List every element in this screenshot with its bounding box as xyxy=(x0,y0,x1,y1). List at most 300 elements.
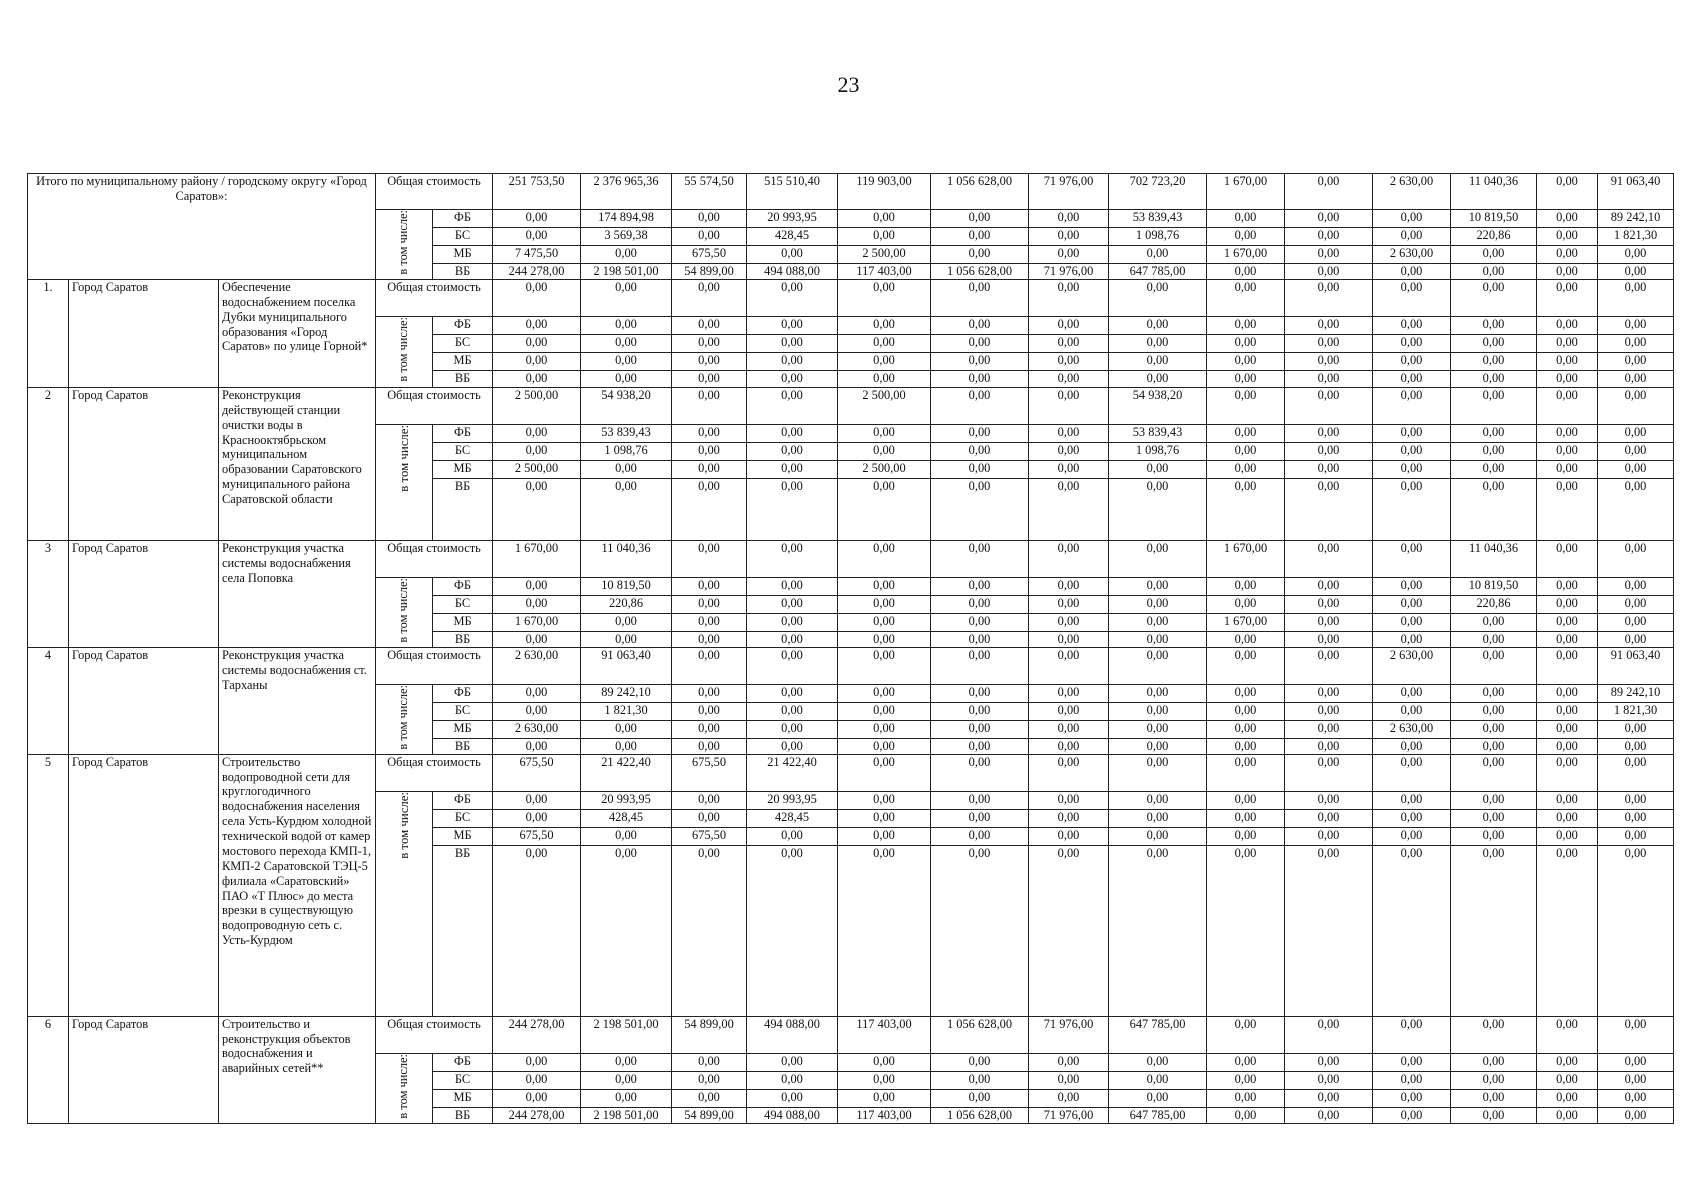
amount-cell: 2 500,00 xyxy=(493,387,581,424)
amount-cell: 20 993,95 xyxy=(747,210,838,228)
amount-cell: 0,00 xyxy=(1537,460,1598,478)
amount-cell: 0,00 xyxy=(1029,595,1109,613)
amount-cell: 0,00 xyxy=(1109,720,1207,738)
amount-cell: 0,00 xyxy=(1207,352,1285,370)
amount-cell: 0,00 xyxy=(1537,1016,1598,1053)
amount-cell: 0,00 xyxy=(1109,684,1207,702)
amount-cell: 0,00 xyxy=(1373,334,1451,352)
amount-cell: 0,00 xyxy=(581,478,672,540)
amount-cell: 0,00 xyxy=(1537,210,1598,228)
amount-cell: 2 630,00 xyxy=(1373,720,1451,738)
amount-cell: 0,00 xyxy=(1373,1071,1451,1089)
amount-cell: 0,00 xyxy=(1109,370,1207,387)
amount-cell: 0,00 xyxy=(1373,370,1451,387)
amount-cell: 0,00 xyxy=(1451,809,1537,827)
amount-cell: 0,00 xyxy=(1207,1071,1285,1089)
amount-cell: 647 785,00 xyxy=(1109,1107,1207,1123)
amount-cell: 0,00 xyxy=(1207,647,1285,684)
funding-source-label: МБ xyxy=(433,460,493,478)
amount-cell: 0,00 xyxy=(581,631,672,647)
amount-cell: 0,00 xyxy=(1373,845,1451,1016)
amount-cell: 0,00 xyxy=(1109,540,1207,577)
municipality-name: Город Саратов xyxy=(69,1016,219,1123)
amount-cell: 0,00 xyxy=(931,827,1029,845)
amount-cell: 0,00 xyxy=(581,827,672,845)
amount-cell: 0,00 xyxy=(1373,754,1451,791)
amount-cell: 1 098,76 xyxy=(1109,228,1207,246)
row-number: 3 xyxy=(28,540,69,647)
amount-cell: 0,00 xyxy=(931,720,1029,738)
amount-cell: 0,00 xyxy=(1029,613,1109,631)
total-cost-label: Общая стоимость xyxy=(376,540,493,577)
amount-cell: 0,00 xyxy=(1598,631,1674,647)
amount-cell: 1 670,00 xyxy=(493,540,581,577)
amount-cell: 0,00 xyxy=(1537,316,1598,334)
amount-cell: 2 630,00 xyxy=(1373,174,1451,210)
amount-cell: 0,00 xyxy=(1373,595,1451,613)
amount-cell: 0,00 xyxy=(1598,279,1674,316)
amount-cell: 0,00 xyxy=(1598,613,1674,631)
amount-cell: 0,00 xyxy=(1537,540,1598,577)
funding-source-label: ФБ xyxy=(433,684,493,702)
amount-cell: 1 670,00 xyxy=(1207,613,1285,631)
amount-cell: 117 403,00 xyxy=(838,1107,931,1123)
amount-cell: 0,00 xyxy=(747,1089,838,1107)
amount-cell: 0,00 xyxy=(1207,702,1285,720)
amount-cell: 0,00 xyxy=(1285,442,1373,460)
amount-cell: 0,00 xyxy=(1598,1071,1674,1089)
project-total-row xyxy=(28,279,1674,316)
amount-cell: 0,00 xyxy=(1598,370,1674,387)
amount-cell: 0,00 xyxy=(747,595,838,613)
amount-cell: 0,00 xyxy=(493,228,581,246)
amount-cell: 0,00 xyxy=(1537,174,1598,210)
amount-cell: 0,00 xyxy=(747,1071,838,1089)
amount-cell: 0,00 xyxy=(672,279,747,316)
funding-source-label: ВБ xyxy=(433,1107,493,1123)
funding-source-label: ВБ xyxy=(433,845,493,1016)
amount-cell: 0,00 xyxy=(1537,647,1598,684)
amount-cell: 0,00 xyxy=(1537,352,1598,370)
amount-cell: 0,00 xyxy=(838,791,931,809)
amount-cell: 0,00 xyxy=(1537,809,1598,827)
amount-cell: 0,00 xyxy=(1285,279,1373,316)
amount-cell: 0,00 xyxy=(1373,540,1451,577)
amount-cell: 2 198 501,00 xyxy=(581,1016,672,1053)
amount-cell: 244 278,00 xyxy=(493,264,581,280)
amount-cell: 0,00 xyxy=(672,647,747,684)
amount-cell: 0,00 xyxy=(838,647,931,684)
amount-cell: 0,00 xyxy=(931,613,1029,631)
amount-cell: 21 422,40 xyxy=(747,754,838,791)
amount-cell: 0,00 xyxy=(581,1053,672,1071)
amount-cell: 0,00 xyxy=(747,352,838,370)
amount-cell: 0,00 xyxy=(1451,352,1537,370)
amount-cell: 647 785,00 xyxy=(1109,264,1207,280)
amount-cell: 0,00 xyxy=(1029,827,1109,845)
amount-cell: 0,00 xyxy=(1029,720,1109,738)
amount-cell: 0,00 xyxy=(838,1089,931,1107)
amount-cell: 0,00 xyxy=(1285,1016,1373,1053)
amount-cell: 3 569,38 xyxy=(581,228,672,246)
amount-cell: 0,00 xyxy=(493,279,581,316)
amount-cell: 117 403,00 xyxy=(838,1016,931,1053)
amount-cell: 0,00 xyxy=(1598,424,1674,442)
amount-cell: 0,00 xyxy=(581,613,672,631)
amount-cell: 0,00 xyxy=(931,845,1029,1016)
amount-cell: 0,00 xyxy=(672,424,747,442)
amount-cell: 0,00 xyxy=(1109,631,1207,647)
amount-cell: 220,86 xyxy=(1451,228,1537,246)
amount-cell: 0,00 xyxy=(838,352,931,370)
amount-cell: 0,00 xyxy=(1373,228,1451,246)
amount-cell: 0,00 xyxy=(1207,827,1285,845)
amount-cell: 2 198 501,00 xyxy=(581,264,672,280)
amount-cell: 0,00 xyxy=(493,478,581,540)
amount-cell: 0,00 xyxy=(838,827,931,845)
amount-cell: 0,00 xyxy=(493,738,581,754)
amount-cell: 0,00 xyxy=(1451,1071,1537,1089)
amount-cell: 0,00 xyxy=(1598,1107,1674,1123)
amount-cell: 0,00 xyxy=(1109,352,1207,370)
amount-cell: 0,00 xyxy=(838,631,931,647)
amount-cell: 675,50 xyxy=(672,827,747,845)
amount-cell: 0,00 xyxy=(1207,442,1285,460)
project-description: Реконструкция действующей станции очистки воды в Краснооктябрьском муниципальном образовании Саратовского муниципального района Саратовской области xyxy=(219,387,376,540)
amount-cell: 0,00 xyxy=(747,540,838,577)
amount-cell: 0,00 xyxy=(1029,442,1109,460)
amount-cell: 0,00 xyxy=(672,370,747,387)
amount-cell: 0,00 xyxy=(1207,1053,1285,1071)
summary-total-row xyxy=(28,174,1674,210)
project-description: Обеспечение водоснабжением поселка Дубки муниципального образования «Город Саратов» по улице Горной* xyxy=(219,279,376,387)
amount-cell: 0,00 xyxy=(931,631,1029,647)
amount-cell: 0,00 xyxy=(838,334,931,352)
amount-cell: 0,00 xyxy=(1537,631,1598,647)
amount-cell: 0,00 xyxy=(1451,1016,1537,1053)
amount-cell: 647 785,00 xyxy=(1109,1016,1207,1053)
amount-cell: 428,45 xyxy=(747,809,838,827)
amount-cell: 0,00 xyxy=(1373,1053,1451,1071)
amount-cell: 0,00 xyxy=(1537,424,1598,442)
amount-cell: 0,00 xyxy=(1598,1016,1674,1053)
amount-cell: 0,00 xyxy=(1598,827,1674,845)
amount-cell: 71 976,00 xyxy=(1029,264,1109,280)
amount-cell: 0,00 xyxy=(1029,845,1109,1016)
amount-cell: 0,00 xyxy=(838,845,931,1016)
amount-cell: 0,00 xyxy=(1373,442,1451,460)
amount-cell: 0,00 xyxy=(672,595,747,613)
amount-cell: 0,00 xyxy=(1029,387,1109,424)
amount-cell: 0,00 xyxy=(1029,738,1109,754)
amount-cell: 0,00 xyxy=(1029,460,1109,478)
amount-cell: 702 723,20 xyxy=(1109,174,1207,210)
amount-cell: 0,00 xyxy=(1373,352,1451,370)
amount-cell: 0,00 xyxy=(838,754,931,791)
amount-cell: 0,00 xyxy=(1285,827,1373,845)
including-label: в том числе: xyxy=(396,424,411,492)
amount-cell: 0,00 xyxy=(747,246,838,264)
amount-cell: 0,00 xyxy=(838,442,931,460)
amount-cell: 0,00 xyxy=(1029,424,1109,442)
amount-cell: 0,00 xyxy=(1598,387,1674,424)
municipality-name: Город Саратов xyxy=(69,540,219,647)
amount-cell: 0,00 xyxy=(1285,424,1373,442)
amount-cell: 0,00 xyxy=(1109,1071,1207,1089)
amount-cell: 11 040,36 xyxy=(1451,174,1537,210)
amount-cell: 0,00 xyxy=(1029,246,1109,264)
amount-cell: 0,00 xyxy=(747,738,838,754)
amount-cell: 1 670,00 xyxy=(493,613,581,631)
project-total-row xyxy=(28,540,1674,577)
amount-cell: 0,00 xyxy=(581,246,672,264)
amount-cell: 0,00 xyxy=(1451,246,1537,264)
amount-cell: 0,00 xyxy=(581,738,672,754)
amount-cell: 0,00 xyxy=(1598,1089,1674,1107)
amount-cell: 0,00 xyxy=(1373,577,1451,595)
amount-cell: 0,00 xyxy=(1029,334,1109,352)
amount-cell: 0,00 xyxy=(1109,478,1207,540)
amount-cell: 0,00 xyxy=(493,631,581,647)
amount-cell: 0,00 xyxy=(1285,264,1373,280)
amount-cell: 53 839,43 xyxy=(1109,424,1207,442)
amount-cell: 0,00 xyxy=(747,720,838,738)
amount-cell: 55 574,50 xyxy=(672,174,747,210)
amount-cell: 0,00 xyxy=(672,809,747,827)
amount-cell: 0,00 xyxy=(931,478,1029,540)
amount-cell: 54 899,00 xyxy=(672,1016,747,1053)
amount-cell: 20 993,95 xyxy=(581,791,672,809)
amount-cell: 0,00 xyxy=(1029,228,1109,246)
amount-cell: 0,00 xyxy=(1373,702,1451,720)
amount-cell: 0,00 xyxy=(1285,387,1373,424)
amount-cell: 0,00 xyxy=(1598,352,1674,370)
amount-cell: 0,00 xyxy=(1285,1071,1373,1089)
amount-cell: 0,00 xyxy=(1029,809,1109,827)
amount-cell: 0,00 xyxy=(1537,442,1598,460)
amount-cell: 0,00 xyxy=(1598,809,1674,827)
amount-cell: 0,00 xyxy=(672,540,747,577)
amount-cell: 0,00 xyxy=(1537,1107,1598,1123)
amount-cell: 0,00 xyxy=(1029,210,1109,228)
amount-cell: 0,00 xyxy=(493,334,581,352)
amount-cell: 0,00 xyxy=(1373,613,1451,631)
amount-cell: 0,00 xyxy=(838,1053,931,1071)
amount-cell: 0,00 xyxy=(1598,478,1674,540)
amount-cell: 0,00 xyxy=(931,210,1029,228)
amount-cell: 0,00 xyxy=(1537,264,1598,280)
amount-cell: 1 670,00 xyxy=(1207,174,1285,210)
amount-cell: 0,00 xyxy=(931,1089,1029,1107)
amount-cell: 0,00 xyxy=(1451,738,1537,754)
funding-source-label: БС xyxy=(433,702,493,720)
amount-cell: 10 819,50 xyxy=(581,577,672,595)
amount-cell: 0,00 xyxy=(493,809,581,827)
amount-cell: 0,00 xyxy=(1285,352,1373,370)
amount-cell: 0,00 xyxy=(1598,540,1674,577)
amount-cell: 0,00 xyxy=(1207,1089,1285,1107)
row-number: 2 xyxy=(28,387,69,540)
amount-cell: 0,00 xyxy=(931,540,1029,577)
including-label: в том числе: xyxy=(396,684,411,750)
amount-cell: 2 630,00 xyxy=(493,647,581,684)
funding-source-label: БС xyxy=(433,809,493,827)
amount-cell: 0,00 xyxy=(747,845,838,1016)
amount-cell: 0,00 xyxy=(1207,334,1285,352)
amount-cell: 494 088,00 xyxy=(747,1107,838,1123)
amount-cell: 220,86 xyxy=(1451,595,1537,613)
amount-cell: 0,00 xyxy=(931,595,1029,613)
amount-cell: 0,00 xyxy=(1598,577,1674,595)
amount-cell: 0,00 xyxy=(493,352,581,370)
amount-cell: 675,50 xyxy=(493,827,581,845)
amount-cell: 675,50 xyxy=(493,754,581,791)
amount-cell: 0,00 xyxy=(1598,264,1674,280)
project-total-row xyxy=(28,754,1674,791)
amount-cell: 0,00 xyxy=(672,228,747,246)
amount-cell: 0,00 xyxy=(838,613,931,631)
amount-cell: 10 819,50 xyxy=(1451,577,1537,595)
amount-cell: 220,86 xyxy=(581,595,672,613)
amount-cell: 71 976,00 xyxy=(1029,1107,1109,1123)
amount-cell: 54 938,20 xyxy=(1109,387,1207,424)
amount-cell: 0,00 xyxy=(747,684,838,702)
amount-cell: 0,00 xyxy=(1451,720,1537,738)
amount-cell: 0,00 xyxy=(581,279,672,316)
amount-cell: 0,00 xyxy=(1285,460,1373,478)
amount-cell: 0,00 xyxy=(1537,827,1598,845)
amount-cell: 0,00 xyxy=(1285,246,1373,264)
amount-cell: 0,00 xyxy=(1373,1016,1451,1053)
amount-cell: 0,00 xyxy=(931,684,1029,702)
amount-cell: 0,00 xyxy=(931,1053,1029,1071)
amount-cell: 0,00 xyxy=(931,702,1029,720)
amount-cell: 0,00 xyxy=(1537,334,1598,352)
funding-source-label: ФБ xyxy=(433,424,493,442)
amount-cell: 0,00 xyxy=(838,478,931,540)
amount-cell: 0,00 xyxy=(672,316,747,334)
amount-cell: 0,00 xyxy=(1537,246,1598,264)
amount-cell: 0,00 xyxy=(493,845,581,1016)
amount-cell: 0,00 xyxy=(1285,754,1373,791)
amount-cell: 0,00 xyxy=(838,540,931,577)
amount-cell: 0,00 xyxy=(1451,702,1537,720)
project-total-row xyxy=(28,1016,1674,1053)
amount-cell: 0,00 xyxy=(1285,845,1373,1016)
project-description: Строительство водопроводной сети для круглогодичного водоснабжения населения села Усть-Курдюм холодной технической водой от камер мостового перехода КМП-1, КМП-2 Саратовской ТЭЦ-5 филиала «Саратовский» ПАО «Т Плюс» до места врезки в существующую водопроводную сеть с. Усть-Курдюм xyxy=(219,754,376,1016)
amount-cell: 0,00 xyxy=(931,460,1029,478)
amount-cell: 0,00 xyxy=(1207,279,1285,316)
amount-cell: 0,00 xyxy=(493,424,581,442)
amount-cell: 0,00 xyxy=(581,370,672,387)
amount-cell: 0,00 xyxy=(493,791,581,809)
amount-cell: 0,00 xyxy=(1598,1053,1674,1071)
amount-cell: 675,50 xyxy=(672,754,747,791)
municipality-name: Город Саратов xyxy=(69,387,219,540)
funding-source-label: ФБ xyxy=(433,210,493,228)
amount-cell: 0,00 xyxy=(1451,460,1537,478)
amount-cell: 21 422,40 xyxy=(581,754,672,791)
amount-cell: 89 242,10 xyxy=(1598,684,1674,702)
municipality-name: Город Саратов xyxy=(69,754,219,1016)
amount-cell: 0,00 xyxy=(1285,684,1373,702)
amount-cell: 0,00 xyxy=(1537,370,1598,387)
amount-cell: 1 056 628,00 xyxy=(931,264,1029,280)
amount-cell: 0,00 xyxy=(1207,809,1285,827)
amount-cell: 0,00 xyxy=(1451,827,1537,845)
amount-cell: 0,00 xyxy=(493,442,581,460)
amount-cell: 2 630,00 xyxy=(1373,246,1451,264)
amount-cell: 0,00 xyxy=(747,387,838,424)
funding-source-label: БС xyxy=(433,228,493,246)
amount-cell: 0,00 xyxy=(1537,387,1598,424)
project-description: Реконструкция участка системы водоснабжения села Поповка xyxy=(219,540,376,647)
amount-cell: 0,00 xyxy=(1598,720,1674,738)
amount-cell: 0,00 xyxy=(672,1089,747,1107)
amount-cell: 2 198 501,00 xyxy=(581,1107,672,1123)
amount-cell: 0,00 xyxy=(1285,647,1373,684)
amount-cell: 0,00 xyxy=(1373,424,1451,442)
amount-cell: 0,00 xyxy=(1598,738,1674,754)
including-label: в том числе: xyxy=(396,210,411,275)
funding-source-label: МБ xyxy=(433,720,493,738)
including-label: в том числе: xyxy=(396,316,411,382)
amount-cell: 0,00 xyxy=(931,387,1029,424)
amount-cell: 0,00 xyxy=(1285,1089,1373,1107)
amount-cell: 0,00 xyxy=(1451,613,1537,631)
amount-cell: 0,00 xyxy=(1451,316,1537,334)
amount-cell: 0,00 xyxy=(1109,647,1207,684)
amount-cell: 0,00 xyxy=(838,684,931,702)
amount-cell: 0,00 xyxy=(1537,595,1598,613)
amount-cell: 0,00 xyxy=(838,228,931,246)
funding-source-label: ФБ xyxy=(433,791,493,809)
amount-cell: 0,00 xyxy=(1029,702,1109,720)
amount-cell: 0,00 xyxy=(1285,1107,1373,1123)
amount-cell: 0,00 xyxy=(1537,1071,1598,1089)
including-cell xyxy=(376,424,433,540)
amount-cell: 0,00 xyxy=(931,647,1029,684)
amount-cell: 20 993,95 xyxy=(747,791,838,809)
amount-cell: 0,00 xyxy=(1537,478,1598,540)
amount-cell: 0,00 xyxy=(672,791,747,809)
amount-cell: 0,00 xyxy=(1029,370,1109,387)
amount-cell: 0,00 xyxy=(581,720,672,738)
amount-cell: 0,00 xyxy=(747,631,838,647)
amount-cell: 0,00 xyxy=(1207,577,1285,595)
amount-cell: 0,00 xyxy=(672,460,747,478)
amount-cell: 251 753,50 xyxy=(493,174,581,210)
funding-source-label: БС xyxy=(433,334,493,352)
amount-cell: 54 938,20 xyxy=(581,387,672,424)
amount-cell: 0,00 xyxy=(493,1053,581,1071)
amount-cell: 11 040,36 xyxy=(581,540,672,577)
amount-cell: 0,00 xyxy=(1207,1107,1285,1123)
amount-cell: 0,00 xyxy=(1207,720,1285,738)
amount-cell: 0,00 xyxy=(1598,845,1674,1016)
amount-cell: 0,00 xyxy=(1285,809,1373,827)
funding-source-label: МБ xyxy=(433,246,493,264)
amount-cell: 0,00 xyxy=(1207,478,1285,540)
amount-cell: 0,00 xyxy=(1285,210,1373,228)
amount-cell: 0,00 xyxy=(493,577,581,595)
amount-cell: 0,00 xyxy=(931,754,1029,791)
including-label: в том числе: xyxy=(396,1053,411,1119)
amount-cell: 0,00 xyxy=(1207,387,1285,424)
amount-cell: 0,00 xyxy=(1109,738,1207,754)
amount-cell: 0,00 xyxy=(1109,702,1207,720)
amount-cell: 0,00 xyxy=(747,647,838,684)
